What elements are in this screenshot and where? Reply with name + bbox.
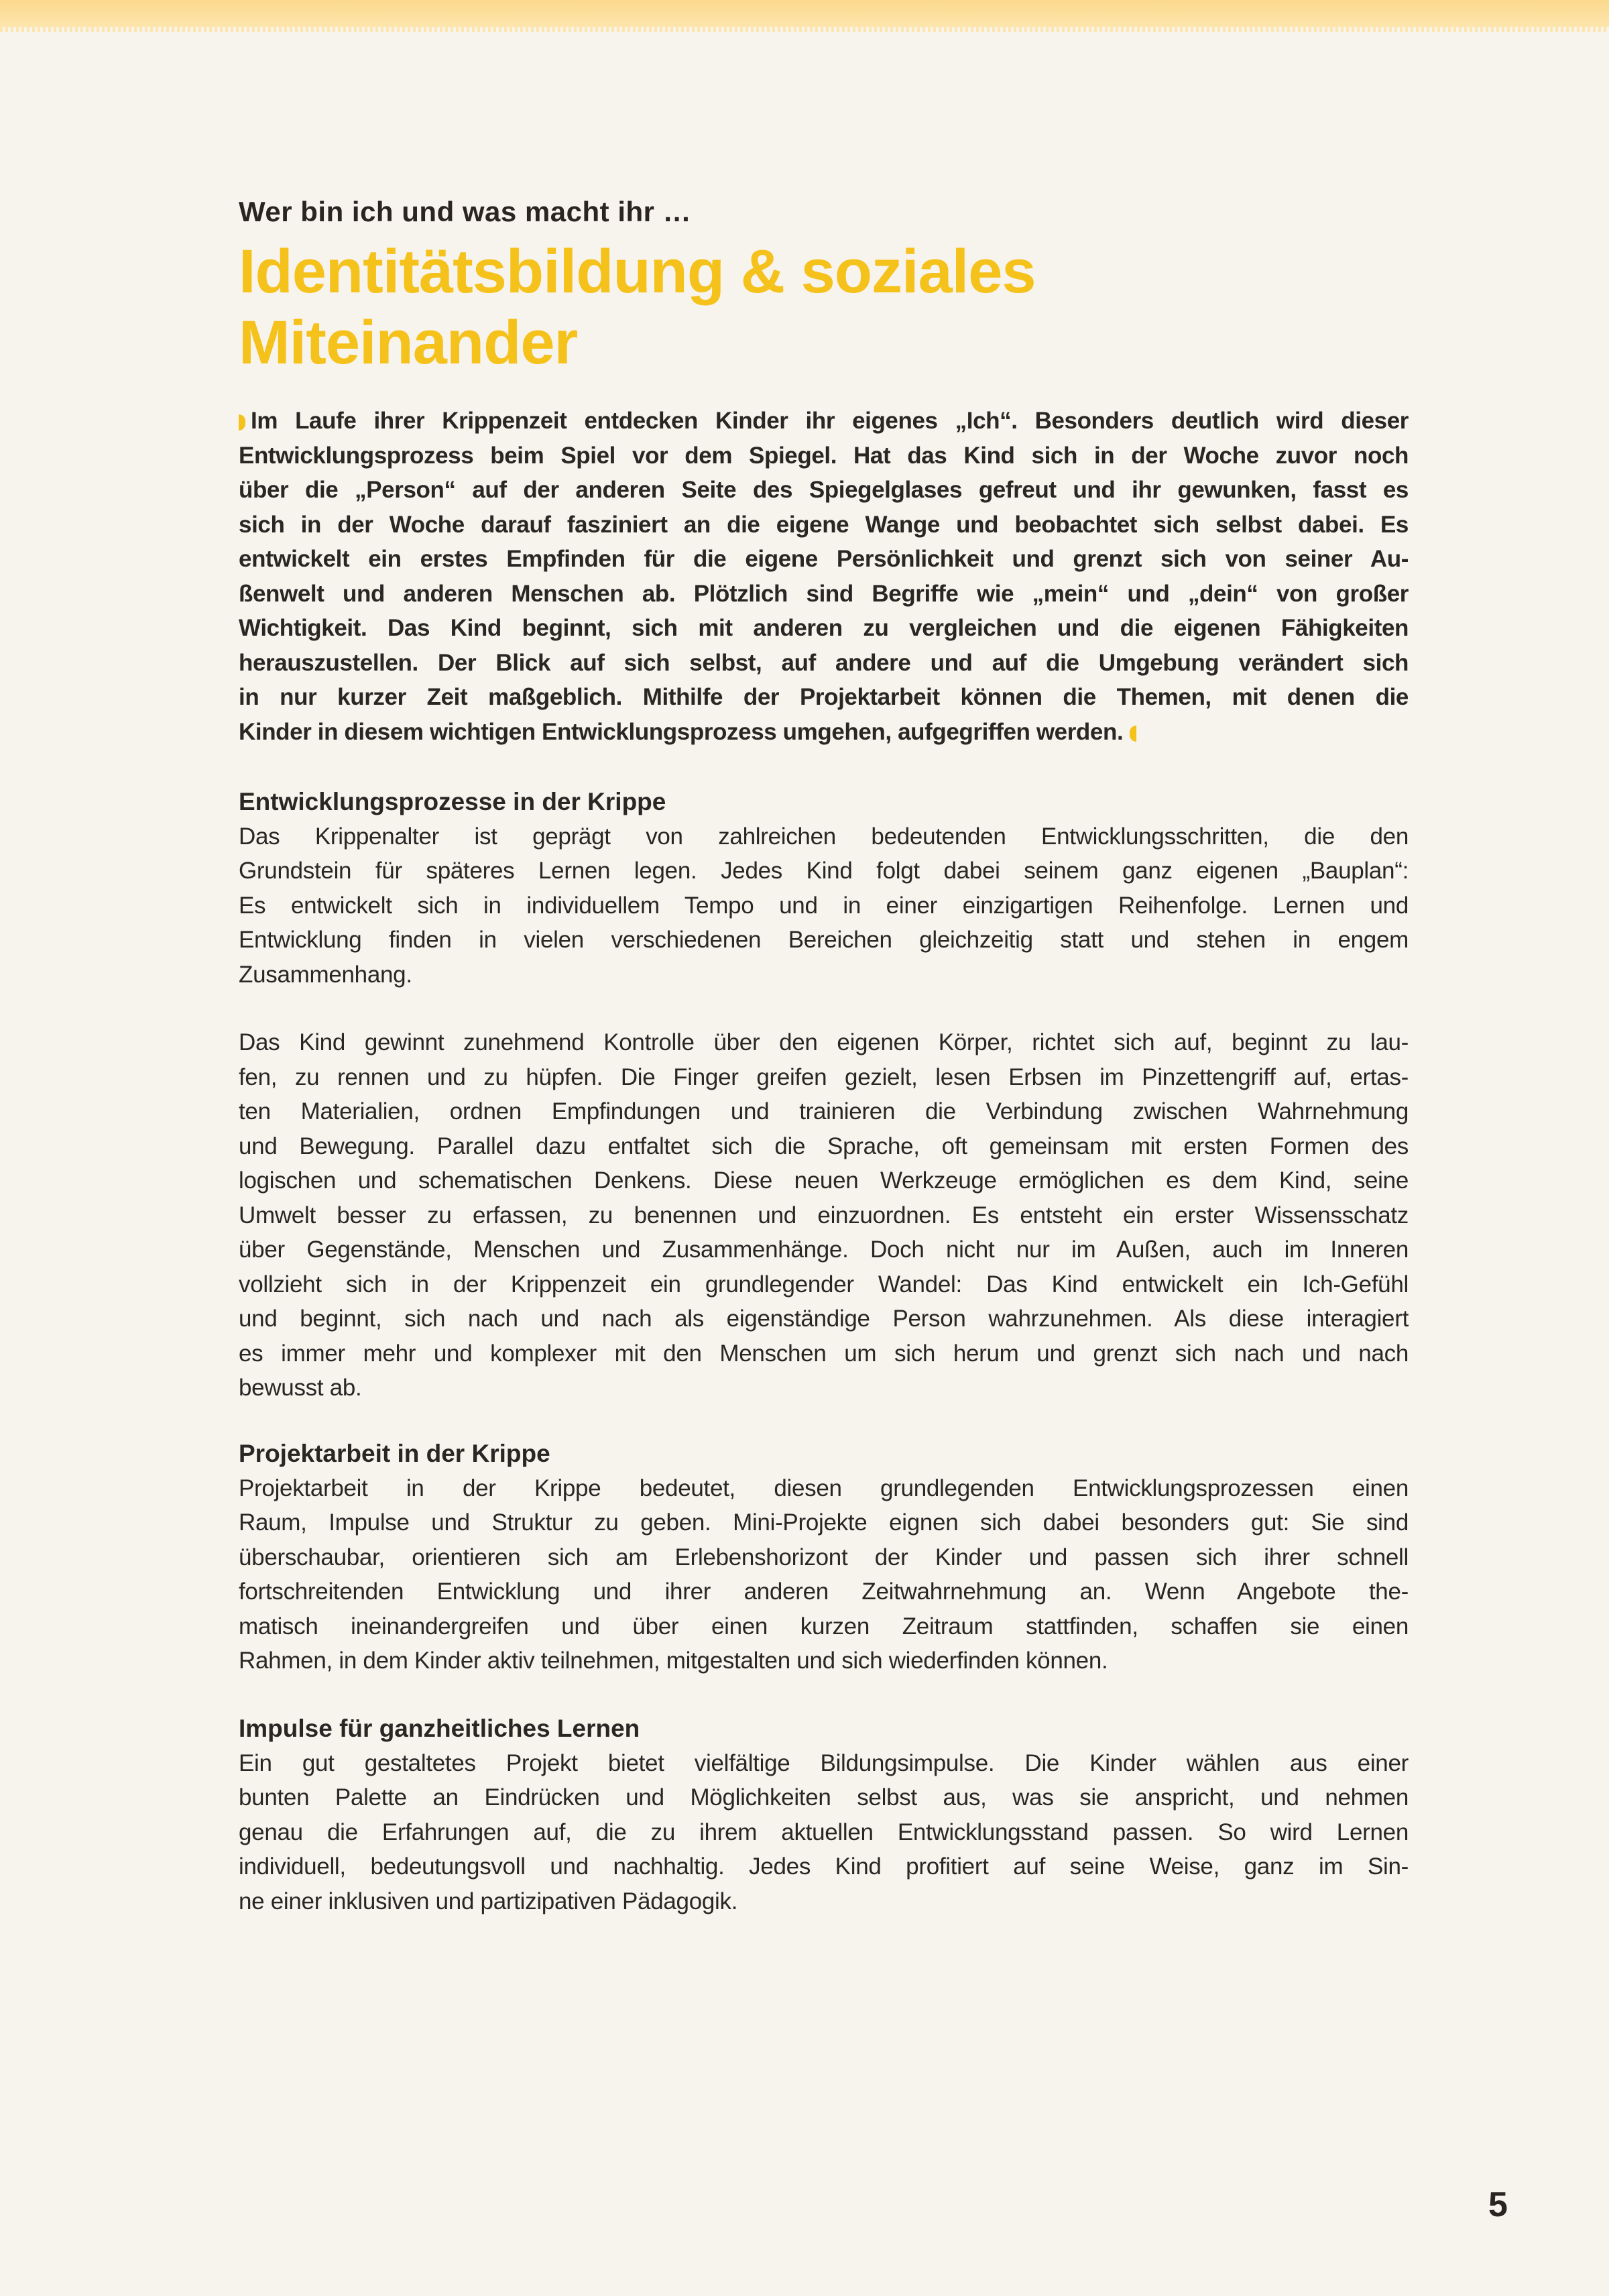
text-line-content: Entwicklungsprozess beim Spiel vor dem Spiegel. Hat das Kind sich in der Woche zuvor noch — [239, 442, 1409, 469]
text-line — [239, 888, 1409, 923]
text-line — [239, 1060, 1409, 1095]
text-line-content: Im Laufe ihrer Krippenzeit entdecken Kinder ihr eigenes „Ich“. Besonders deutlich wird dieser — [251, 408, 1409, 434]
text-line-content: fortschreitenden Entwicklung und ihrer anderen Zeitwahrnehmung an. Wenn Angebote the- — [239, 1578, 1409, 1605]
text-line-content: logischen und schematischen Denkens. Diese neuen Werkzeuge ermöglichen es dem Kind, seine — [239, 1167, 1409, 1194]
text-line — [239, 1198, 1409, 1233]
page-number: 5 — [1488, 2185, 1508, 2224]
text-line-content: Entwicklung finden in vielen verschiedenen Bereichen gleichzeitig statt und stehen in engem — [239, 927, 1409, 953]
text-line-content: Das Krippenalter ist geprägt von zahlreichen bedeutenden Entwicklungsschritten, die den — [239, 823, 1409, 850]
text-line — [239, 854, 1409, 888]
text-line-content: überschaubar, orientieren sich am Erlebenshorizont der Kinder und passen sich ihrer schnell — [239, 1544, 1409, 1570]
text-line — [239, 819, 1409, 854]
text-line — [239, 1336, 1409, 1371]
text-line — [239, 473, 1409, 508]
section-entwicklungsprozesse — [239, 785, 1409, 992]
marker-start-icon — [239, 414, 245, 431]
section-heading: Projektarbeit in der Krippe — [239, 1440, 550, 1467]
text-line-content: matisch ineinandergreifen und über einen kurzen Zeitraum stattfinden, schaffen sie einen — [239, 1613, 1409, 1640]
text-line-content: es immer mehr und komplexer mit den Menschen um sich herum und grenzt sich nach und nach — [239, 1340, 1409, 1367]
text-line — [239, 1129, 1409, 1164]
title-line: Miteinander — [239, 308, 578, 377]
text-line-content: Wichtigkeit. Das Kind beginnt, sich mit anderen zu vergleichen und die eigenen Fähigkeiten — [239, 615, 1409, 641]
text-line — [239, 1644, 1409, 1678]
text-line — [239, 1025, 1409, 1060]
text-line — [239, 1094, 1409, 1129]
section-heading: Entwicklungsprozesse in der Krippe — [239, 788, 666, 815]
text-line-content: in nur kurzer Zeit maßgeblich. Mithilfe der Projektarbeit können die Themen, mit denen die — [239, 684, 1409, 710]
section-projektarbeit — [239, 1436, 1409, 1678]
text-line — [239, 1609, 1409, 1644]
text-line-content: ßenwelt und anderen Menschen ab. Plötzlich sind Begriffe wie „mein“ und „dein“ von großer — [239, 580, 1409, 607]
text-line — [239, 1471, 1409, 1506]
marker-end-icon — [1130, 726, 1136, 742]
text-line-content: über die „Person“ auf der anderen Seite des Spiegelglases gefreut und ihr gewunken, fasst es — [239, 477, 1409, 503]
text-line — [239, 1884, 1409, 1919]
text-line — [239, 1267, 1409, 1302]
text-line — [239, 1302, 1409, 1336]
text-line — [239, 542, 1409, 577]
text-line-content: herauszustellen. Der Blick auf sich selbst, auf andere und auf die Umgebung verändert sich — [239, 649, 1409, 676]
title-line: Identitätsbildung & soziales — [239, 237, 1036, 306]
text-line-content: Raum, Impulse und Struktur zu geben. Mini-Projekte eignen sich dabei besonders gut: Sie sind — [239, 1509, 1409, 1536]
text-line-content: und Bewegung. Parallel dazu entfaltet sich die Sprache, oft gemeinsam mit ersten Formen des — [239, 1133, 1409, 1159]
text-line-content: individuell, bedeutungsvoll und nachhaltig. Jedes Kind profitiert auf seine Weise, ganz im Sin- — [239, 1853, 1409, 1880]
text-line — [239, 923, 1409, 958]
text-line — [239, 1574, 1409, 1609]
text-line — [239, 439, 1409, 473]
text-line — [239, 1540, 1409, 1575]
text-line — [239, 1780, 1409, 1815]
text-line-content: Zusammenhang. — [239, 961, 412, 988]
text-line-content: Es entwickelt sich in individuellem Tempo und in einer einzigartigen Reihenfolge. Lernen und — [239, 892, 1409, 919]
kicker-heading: Wer bin ich und was macht ihr … — [239, 196, 692, 227]
text-line-content: entwickelt ein erstes Empfinden für die eigene Persönlichkeit und grenzt sich von seiner Au- — [239, 546, 1409, 572]
text-line — [239, 1849, 1409, 1884]
text-line — [239, 611, 1409, 646]
text-line-content: vollzieht sich in der Krippenzeit ein grundlegender Wandel: Das Kind entwickelt ein Ich-Gefühl — [239, 1271, 1409, 1298]
text-line — [239, 958, 1409, 992]
section-heading: Impulse für ganzheitliches Lernen — [239, 1715, 640, 1742]
text-line-content: und beginnt, sich nach und nach als eigenständige Person wahrzunehmen. Als diese interagiert — [239, 1306, 1409, 1332]
text-line-content: sich in der Woche darauf fasziniert an die eigene Wange und beobachtet sich selbst dabei. Es — [239, 511, 1409, 538]
text-line-content: genau die Erfahrungen auf, die zu ihrem aktuellen Entwicklungsstand passen. So wird Lernen — [239, 1819, 1409, 1845]
text-line — [239, 1371, 1409, 1405]
text-line — [239, 646, 1409, 681]
text-line — [239, 1815, 1409, 1850]
text-line-content: Ein gut gestaltetes Projekt bietet vielfältige Bildungsimpulse. Die Kinder wählen aus einer — [239, 1749, 1409, 1776]
text-line-content: Umwelt besser zu erfassen, zu benennen und einzuordnen. Es entsteht ein erster Wissensschatz — [239, 1202, 1409, 1228]
text-line — [239, 508, 1409, 542]
text-line-content: über Gegenstände, Menschen und Zusammenhänge. Doch nicht nur im Außen, auch im Inneren — [239, 1237, 1409, 1263]
section-paragraph — [239, 1025, 1409, 1405]
text-line-content: Grundstein für späteres Lernen legen. Jedes Kind folgt dabei seinem ganz eigenen „Bauplan“: — [239, 858, 1409, 884]
text-line — [239, 680, 1409, 715]
decorative-top-border — [0, 0, 1609, 27]
text-line-content: Das Kind gewinnt zunehmend Kontrolle über den eigenen Körper, richtet sich auf, beginnt zu lau- — [239, 1029, 1409, 1055]
text-line-content: Projektarbeit in der Krippe bedeutet, diesen grundlegenden Entwicklungsprozessen einen — [239, 1475, 1409, 1501]
text-line — [239, 1505, 1409, 1540]
text-line-content: ne einer inklusiven und partizipativen Pädagogik. — [239, 1888, 738, 1914]
text-line — [239, 577, 1409, 612]
text-line-content: Rahmen, in dem Kinder aktiv teilnehmen, mitgestalten und sich wiederfinden können. — [239, 1648, 1108, 1674]
intro-paragraph — [239, 404, 1409, 749]
page-title — [239, 236, 1036, 378]
section-impulse — [239, 1711, 1409, 1918]
text-line-content: bunten Palette an Eindrücken und Möglichkeiten selbst aus, was sie anspricht, und nehmen — [239, 1784, 1409, 1811]
text-line-content: ten Materialien, ordnen Empfindungen und trainieren die Verbindung zwischen Wahrnehmung — [239, 1098, 1409, 1125]
text-line — [239, 1163, 1409, 1198]
text-line-content: bewusst ab. — [239, 1375, 362, 1401]
text-line — [239, 404, 1409, 439]
text-line — [239, 1232, 1409, 1267]
text-line — [239, 715, 1409, 750]
text-line-content: Kinder in diesem wichtigen Entwicklungsprozess umgehen, aufgegriffen werden. — [239, 718, 1124, 745]
text-line — [239, 1746, 1409, 1781]
text-line-content: fen, zu rennen und zu hüpfen. Die Finger greifen gezielt, lesen Erbsen im Pinzettengriff auf, ertas- — [239, 1064, 1409, 1090]
